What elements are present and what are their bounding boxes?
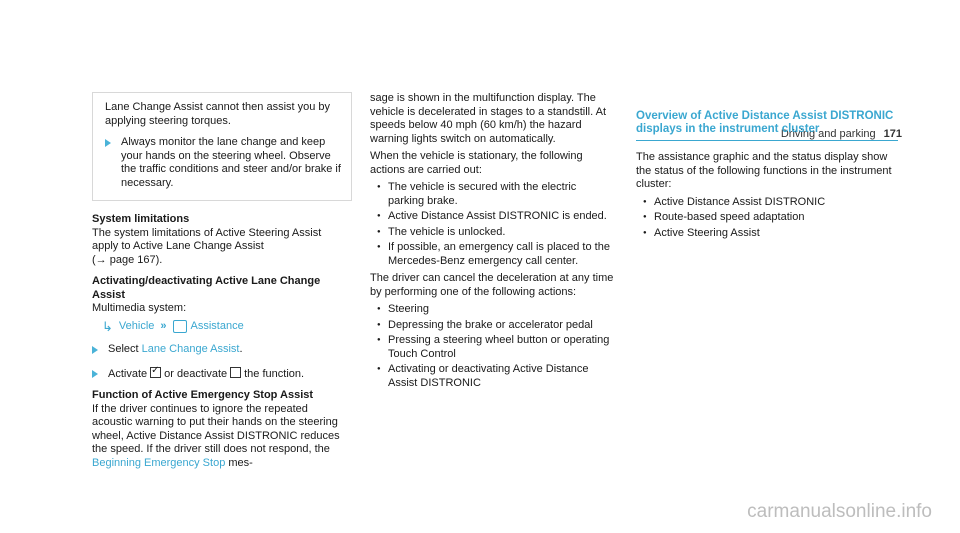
stationary-actions-list xyxy=(370,181,615,268)
activate-label: Activate xyxy=(108,367,148,380)
activate-step-text xyxy=(108,367,304,382)
list-item: ● Depressing the brake or accelerator pedal xyxy=(388,319,615,333)
func-text: If the driver continues to ignore the repeated acoustic warning to put their hands on the steering wheel, Active Distance Assist DISTRONIC reduces the speed. If the driver still does not respond, the xyxy=(92,402,340,455)
list-item: ● Steering xyxy=(388,303,615,317)
function-label: the function. xyxy=(244,367,305,380)
list-item: ● Route-based speed adaptation xyxy=(654,211,898,225)
lane-change-assist-link[interactable]: Lane Change Assist xyxy=(141,343,240,355)
list-item: ● Active Distance Assist DISTRONIC xyxy=(654,196,898,210)
cancel-actions-list xyxy=(370,303,615,390)
page-number: 171 xyxy=(883,128,902,140)
function-text xyxy=(92,403,350,471)
warning-text: Always monitor the lane change and keep your hands on the steering wheel. Observe the traffic conditions and steer and/or brake if necessary. xyxy=(121,136,341,189)
activating-heading: Activating/deactivating Active Lane Change Assist xyxy=(92,275,321,301)
system-limitations-heading: System limitations xyxy=(92,213,190,225)
list-item: ● Active Distance Assist DISTRONIC is ended. xyxy=(388,210,615,224)
sys-text: The system limitations of Active Steering Assist apply to Active Lane Change Assist xyxy=(92,226,322,252)
cancel-text: The driver can cancel the deceleration at any time by performing one of the following actions: xyxy=(370,272,614,298)
menu-vehicle-link[interactable]: Vehicle xyxy=(118,319,155,332)
column-middle xyxy=(370,92,615,394)
overview-text: The assistance graphic and the status display show the status of the following functions in the instrument cluster: xyxy=(636,151,892,190)
page-ref-link[interactable]: (→ page 167). xyxy=(92,253,163,266)
deactivate-label: or deactivate xyxy=(164,367,228,380)
menu-path xyxy=(102,320,350,334)
warning-row xyxy=(105,136,341,190)
column-left xyxy=(92,92,350,470)
column-right xyxy=(636,100,898,244)
arrow-bullet-icon xyxy=(92,370,98,378)
beginning-emergency-stop-link[interactable]: Beginning Emergency Stop xyxy=(92,456,226,469)
list-item: ● Active Steering Assist xyxy=(654,227,898,241)
multimedia-label: Multimedia system: xyxy=(92,302,187,314)
stationary-text: When the vehicle is stationary, the following actions are carried out: xyxy=(370,150,583,176)
arrow-bullet-icon xyxy=(105,139,111,147)
watermark: carmanualsonline.info xyxy=(747,501,932,522)
section-title: Driving and parking xyxy=(780,128,876,140)
activate-step xyxy=(92,367,350,382)
car-assist-icon xyxy=(173,320,187,333)
overview-list xyxy=(636,196,898,241)
list-item: ● Pressing a steering wheel button or operating Touch Control xyxy=(388,334,615,361)
overview-heading: Overview of Active Distance Assist DISTRONIC displays in the instrument cluster xyxy=(636,110,898,141)
list-item: ● Activating or deactivating Active Distance Assist DISTRONIC xyxy=(388,363,615,390)
return-arrow-icon: ↳ xyxy=(102,318,113,334)
select-step xyxy=(92,343,350,357)
deceleration-text: sage is shown in the multifunction display. The vehicle is decelerated in stages to a standstill. At speeds below 40 mph (60 km/h) the hazard warning lights switch on automatically. xyxy=(370,92,607,145)
list-item: ● The vehicle is secured with the electric parking brake. xyxy=(388,181,615,208)
note-box xyxy=(92,92,352,201)
system-limitations-text xyxy=(92,227,350,268)
arrow-bullet-icon xyxy=(92,346,98,354)
function-heading: Function of Active Emergency Stop Assist xyxy=(92,389,314,401)
select-suffix: . xyxy=(239,343,243,355)
note-text: Lane Change Assist cannot then assist you by applying steering torques. xyxy=(105,101,331,127)
menu-assistance-link[interactable]: Assistance xyxy=(190,319,244,332)
select-prefix: Select xyxy=(108,343,142,355)
list-item: ● The vehicle is unlocked. xyxy=(388,226,615,240)
unchecked-checkbox-icon xyxy=(230,367,241,378)
double-chevron-icon: » xyxy=(160,319,167,332)
list-item: ● If possible, an emergency call is placed to the Mercedes-Benz emergency call center. xyxy=(388,241,615,268)
checked-checkbox-icon xyxy=(150,367,161,378)
func-suffix: mes- xyxy=(225,456,253,469)
select-step-text xyxy=(108,343,243,357)
